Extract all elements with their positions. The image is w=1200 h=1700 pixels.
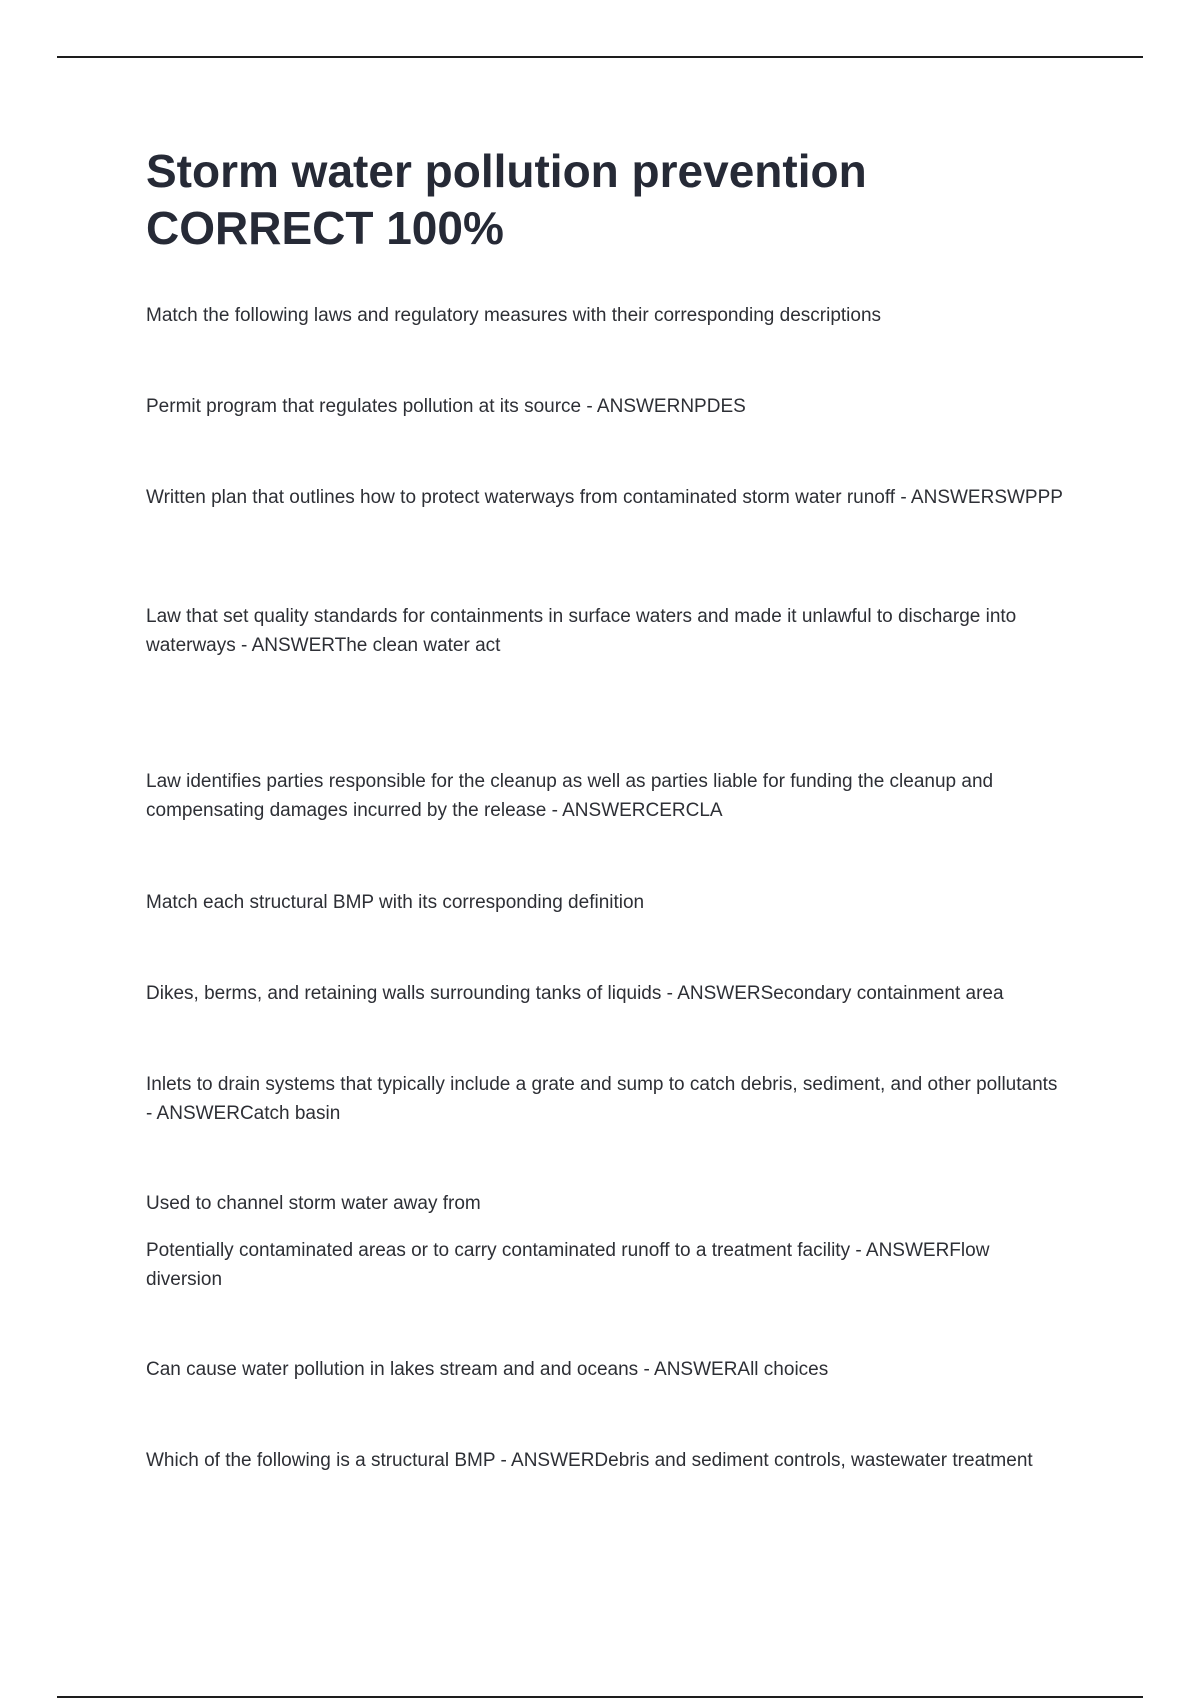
paragraph: Match each structural BMP with its corresponding definition <box>146 892 645 913</box>
paragraph: Law identifies parties responsible for the cleanup as well as parties liable for funding the cleanup and compensating damages incurred by the release - ANSWERCERCLA <box>146 771 994 821</box>
paragraph: Law that set quality standards for containments in surface waters and made it unlawful to discharge into waterways - ANSWERThe clean water act <box>146 606 1017 656</box>
paragraph: Written plan that outlines how to protect waterways from contaminated storm water runoff - ANSWERSWPPP <box>146 487 1063 508</box>
paragraph: Dikes, berms, and retaining walls surrounding tanks of liquids - ANSWERSecondary containment area <box>146 983 1004 1004</box>
paragraph: Potentially contaminated areas or to carry contaminated runoff to a treatment facility - ANSWERFlow diversion <box>146 1240 990 1290</box>
paragraph: Match the following laws and regulatory measures with their corresponding descriptions <box>146 305 882 326</box>
paragraph: Which of the following is a structural BMP - ANSWERDebris and sediment controls, wastewater treatment <box>146 1450 1033 1471</box>
top-rule <box>57 56 1143 58</box>
document-title <box>146 143 1076 257</box>
paragraph: Used to channel storm water away from <box>146 1193 481 1214</box>
paragraph: Permit program that regulates pollution at its source - ANSWERNPDES <box>146 396 746 417</box>
paragraph: Inlets to drain systems that typically include a grate and sump to catch debris, sediment, and other pollutants - ANSWERCatch basin <box>146 1074 1058 1124</box>
title-line-2: CORRECT 100% <box>146 202 504 254</box>
title-line-1: Storm water pollution prevention <box>146 145 867 197</box>
paragraph: Can cause water pollution in lakes stream and and oceans - ANSWERAll choices <box>146 1359 829 1380</box>
bottom-rule <box>57 1696 1143 1698</box>
